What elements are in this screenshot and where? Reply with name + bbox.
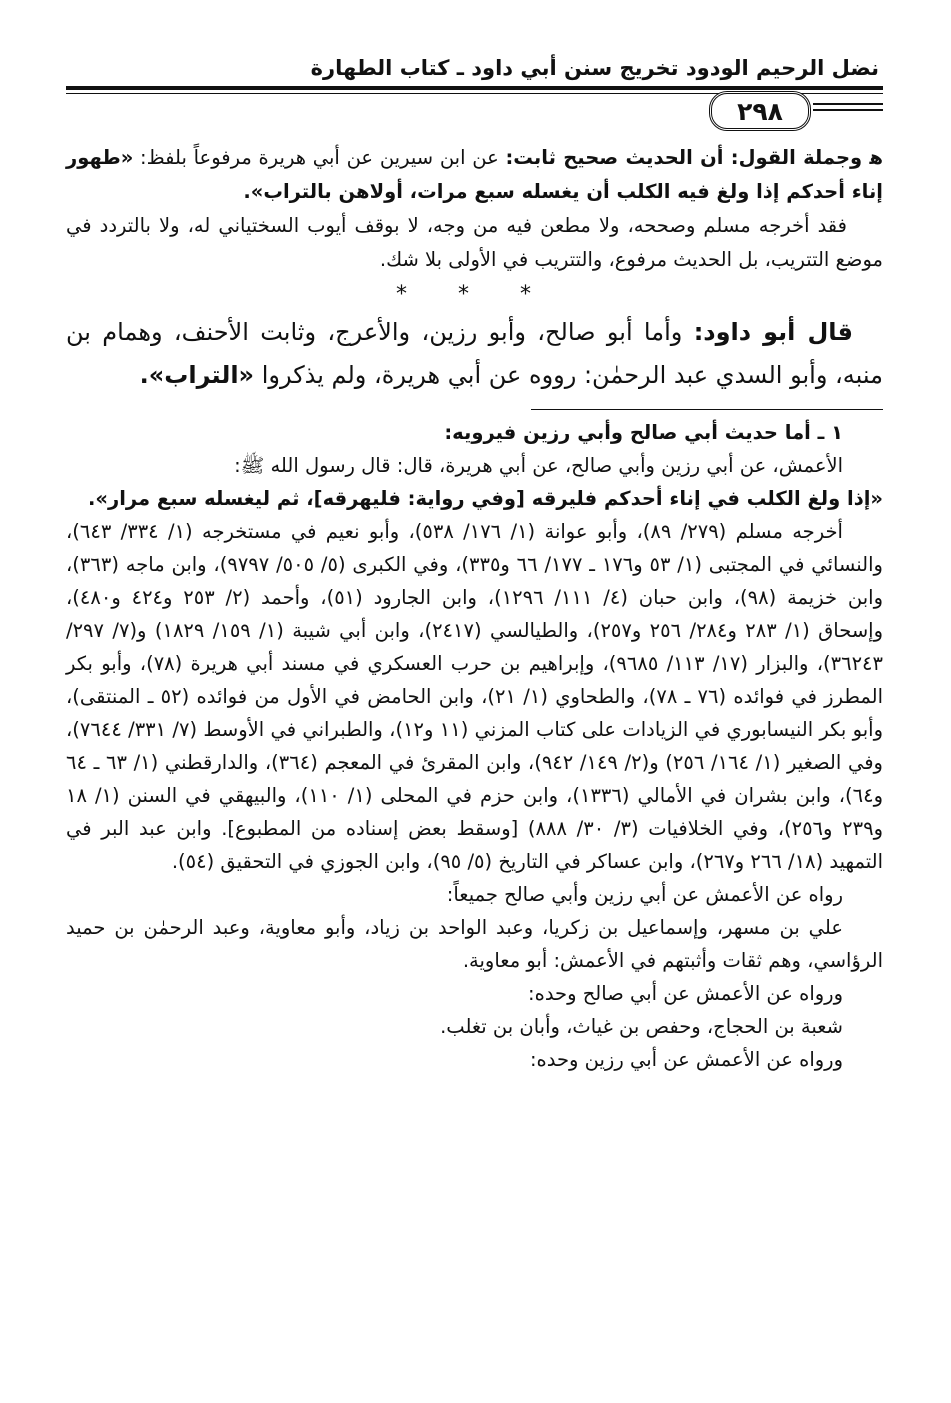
- summary-rest: عن ابن سيرين عن أبي هريرة مرفوعاً بلفظ:: [133, 146, 506, 169]
- summary-lead: ﻫ وجملة القول: أن الحديث صحيح ثابت:: [505, 146, 883, 169]
- abu-dawud-lead: قال أبو داود:: [693, 318, 853, 346]
- footnote-hadith-quote: «إذا ولغ الكلب في إناء أحدكم فليرقه [وفي رواية: فليهرقه]، ثم ليغسله سبع مرار».: [88, 487, 883, 510]
- page-number-ornament: [813, 103, 883, 115]
- footnote-salih-names: شعبة بن الحجاج، وحفص بن غياث، وأبان بن تغلب.: [440, 1015, 843, 1038]
- page-number: ٢٩٨: [709, 91, 811, 131]
- footnote-separator: [531, 409, 883, 410]
- footnote-both-heading: رواه عن الأعمش عن أبي رزين وأبي صالح جميعاً:: [446, 883, 843, 906]
- summary-quote: «طهور إناء أحدكم إذا ولغ فيه الكلب أن يغسله سبع مرات، أولاهن بالتراب».: [66, 146, 883, 203]
- header-rule-thick: [66, 86, 883, 90]
- running-header: [66, 40, 883, 80]
- footnote-razin-heading: ورواه عن الأعمش عن أبي رزين وحده:: [529, 1048, 843, 1071]
- footnote-both-names: علي بن مسهر، وإسماعيل بن زكريا، وعبد الواحد بن زياد، وأبو معاوية، وعبد الرحمٰن بن حميد الرؤاسي، وهم ثقات وأثبتهم في الأعمش: أبو معاوية.: [66, 916, 883, 972]
- section-stars: * * *: [396, 282, 553, 307]
- main-text: [66, 141, 883, 397]
- footnote-heading: ١ ـ أما حديث أبي صالح وأبي رزين فيرويه:: [444, 421, 843, 444]
- footnote-takhrij: أخرجه مسلم (٢٧٩/ ٨٩)، وأبو عوانة (١/ ١٧٦/ ٥٣٨)، وأبو نعيم في مستخرجه (١/ ٣٣٤/ ٦٤٣)، والنسائي في المجتبى (١/ ٥٣ و١٧٦ ـ ١٧٧/ ٦٦ و٣٣٥)، وفي الكبرى (٥/ ٥٠٥/ ٩٧٩٧)، وابن ماجه (٣٦٣)، وابن خزيمة (٩٨)، وابن حبان (٤/ ١١١/ ١٢٩٦)، وابن الجارود (٥١)، وأحمد (٢/ ٢٥٣ و٤٢٤ و٤٨٠)، وإسحاق (١/ ٢٨٣ و٢٨٤/ ٢٥٦ و٢٥٧)، والطيالسي (٢٤١٧)، وابن أبي شيبة (١/ ١٥٩/ ١٨٢٩) و(٧/ ٢٩٧/ ٣٦٢٤٣)، والبزار (١٧/ ١١٣/ ٩٦٨٥)، وإبراهيم بن حرب العسكري في مسند أبي هريرة (٧٨)، وأبو بكر المطرز في فوائده (٧٦ ـ ٧٨)، والطحاوي (١/ ٢١)، وابن الحامض في الأول من فوائده (٥٢ ـ المنتقى)، وأبو بكر النيسابوري في الزيادات على كتاب المزني (١١ و١٢)، والطبراني في الأوسط (٧/ ٣٣١/ ٧٦٤٤)، وفي الصغير (١/ ١٦٤/ ٢٥٦) و(٢/ ١٤٩/ ٩٤٢)، وابن المقرئ في المعجم (٣٦٤)، والدارقطني (١/ ٦٣ ـ ٦٤ و٦٤)، وابن بشران في الأمالي (١٣٣٦)، وابن حزم في المحلى (١/ ١١٠)، والبيهقي في السنن (١/ ١٨ و٢٣٩ و٢٥٦)، وفي الخلافيات (٣/ ٣٠/ ٨٨٨) [وسقط بعض إسناده من المطبوع]. وابن عبد البر في التمهيد (١٨/ ٢٦٦ و٢٦٧)، وابن عساكر في التاريخ (٥/ ٩٥)، وابن الجوزي في التحقيق (٥٤).: [66, 520, 883, 873]
- book-page: [66, 40, 883, 1383]
- running-title: نضل الرحيم الودود تخريج سنن أبي داود ـ كتاب الطهارة: [310, 56, 879, 80]
- footnote-chain: الأعمش، عن أبي رزين وأبي صالح، عن أبي هريرة، قال: قال رسول الله ﷺ:: [234, 454, 843, 477]
- summary-paragraph-2: فقد أخرجه مسلم وصححه، ولا مطعن فيه من وجه، لا بوقف أيوب السختياني له، ولا بالتردد في موضع التتريب، بل الحديث مرفوع، والتتريب في الأولى بلا شك.: [66, 214, 883, 271]
- abu-dawud-rest: وأما أبو صالح، وأبو رزين، والأعرج، وثابت الأحنف، وهمام بن منبه، وأبو السدي عبد الرحمٰن: رووه عن أبي هريرة، ولم يذكروا: [66, 318, 883, 389]
- footnote-salih-heading: ورواه عن الأعمش عن أبي صالح وحده:: [528, 982, 843, 1005]
- abu-dawud-end: «التراب».: [139, 361, 255, 389]
- summary-paragraph: [66, 141, 883, 209]
- footnotes: [66, 416, 883, 1076]
- abu-dawud-statement: [66, 311, 883, 397]
- page-number-row: [66, 91, 883, 135]
